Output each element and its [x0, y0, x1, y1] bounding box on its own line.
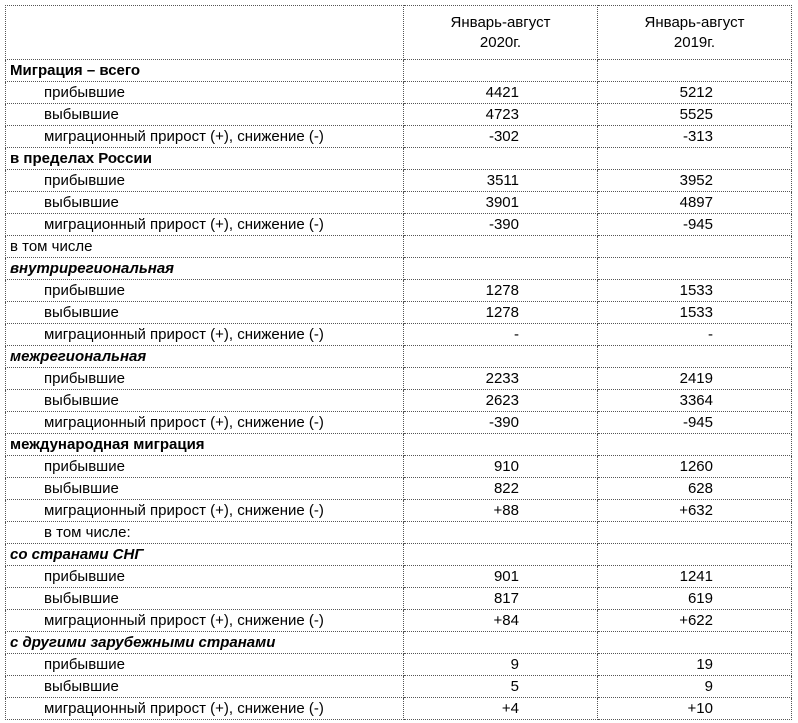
value-2020: 1278: [404, 302, 598, 324]
row-label: прибывшие: [6, 456, 404, 478]
value-2019: -945: [598, 412, 792, 434]
row-label: миграционный прирост (+), снижение (-): [6, 324, 404, 346]
migration-table: [5, 5, 792, 720]
value-2019: 1260: [598, 456, 792, 478]
value-2020: 3511: [404, 170, 598, 192]
row-label: межрегиональная: [6, 346, 404, 368]
value-2019: [598, 522, 792, 544]
value-2020: +84: [404, 610, 598, 632]
value-2019: +622: [598, 610, 792, 632]
table-row: [6, 654, 792, 676]
table-row: [6, 192, 792, 214]
row-label: выбывшие: [6, 390, 404, 412]
value-2019: 19: [598, 654, 792, 676]
header-2020-line2: 2020г.: [479, 33, 522, 51]
value-2019: [598, 148, 792, 170]
value-2019: [598, 346, 792, 368]
row-label: выбывшие: [6, 104, 404, 126]
row-label: прибывшие: [6, 566, 404, 588]
row-label: Миграция – всего: [6, 60, 404, 82]
row-label: миграционный прирост (+), снижение (-): [6, 698, 404, 720]
value-2020: [404, 434, 598, 456]
value-2019: -313: [598, 126, 792, 148]
table-row: [6, 522, 792, 544]
row-label: выбывшие: [6, 192, 404, 214]
table-row: [6, 676, 792, 698]
header-2019: [598, 6, 792, 60]
value-2020: [404, 544, 598, 566]
value-2019: -945: [598, 214, 792, 236]
table-row: [6, 610, 792, 632]
row-label: выбывшие: [6, 478, 404, 500]
row-label: международная миграция: [6, 434, 404, 456]
header-empty-cell: [6, 6, 404, 60]
header-2019-line2: 2019г.: [673, 33, 716, 51]
value-2019: 9: [598, 676, 792, 698]
row-label: миграционный прирост (+), снижение (-): [6, 610, 404, 632]
row-label: миграционный прирост (+), снижение (-): [6, 412, 404, 434]
value-2020: 5: [404, 676, 598, 698]
table-row: [6, 104, 792, 126]
value-2020: [404, 148, 598, 170]
value-2019: 5525: [598, 104, 792, 126]
table-row: [6, 566, 792, 588]
value-2019: [598, 434, 792, 456]
row-label: прибывшие: [6, 82, 404, 104]
row-label: прибывшие: [6, 654, 404, 676]
table-row: [6, 170, 792, 192]
row-label: со странами СНГ: [6, 544, 404, 566]
value-2020: 4723: [404, 104, 598, 126]
value-2020: 3901: [404, 192, 598, 214]
value-2020: 1278: [404, 280, 598, 302]
row-label: выбывшие: [6, 588, 404, 610]
table-row: [6, 302, 792, 324]
table-row: [6, 60, 792, 82]
header-row: [6, 6, 792, 60]
value-2020: [404, 346, 598, 368]
value-2020: 9: [404, 654, 598, 676]
value-2020: 2233: [404, 368, 598, 390]
value-2019: +10: [598, 698, 792, 720]
table-row: [6, 434, 792, 456]
row-label: внутрирегиональная: [6, 258, 404, 280]
row-label: миграционный прирост (+), снижение (-): [6, 500, 404, 522]
value-2020: [404, 522, 598, 544]
table-row: [6, 456, 792, 478]
row-label: в пределах России: [6, 148, 404, 170]
table-row: [6, 214, 792, 236]
table-row: [6, 258, 792, 280]
value-2019: 1241: [598, 566, 792, 588]
table-row: [6, 324, 792, 346]
row-label: миграционный прирост (+), снижение (-): [6, 126, 404, 148]
value-2019: [598, 236, 792, 258]
value-2019: [598, 632, 792, 654]
header-2019-line1: Январь-август: [644, 13, 745, 31]
table-row: [6, 588, 792, 610]
table-row: [6, 368, 792, 390]
table-row: [6, 82, 792, 104]
row-label: выбывшие: [6, 676, 404, 698]
table-row: [6, 412, 792, 434]
value-2019: [598, 258, 792, 280]
value-2019: -: [598, 324, 792, 346]
value-2020: [404, 60, 598, 82]
row-label: миграционный прирост (+), снижение (-): [6, 214, 404, 236]
table-row: [6, 390, 792, 412]
row-label: выбывшие: [6, 302, 404, 324]
row-label: прибывшие: [6, 368, 404, 390]
value-2019: 1533: [598, 302, 792, 324]
value-2019: 3364: [598, 390, 792, 412]
value-2020: +88: [404, 500, 598, 522]
value-2019: 628: [598, 478, 792, 500]
value-2019: 2419: [598, 368, 792, 390]
value-2019: 5212: [598, 82, 792, 104]
value-2020: -390: [404, 412, 598, 434]
table-row: [6, 346, 792, 368]
table-row: [6, 126, 792, 148]
value-2020: -390: [404, 214, 598, 236]
value-2019: 1533: [598, 280, 792, 302]
header-2020-line1: Январь-август: [450, 13, 551, 31]
header-2020: [404, 6, 598, 60]
value-2019: 3952: [598, 170, 792, 192]
value-2020: 901: [404, 566, 598, 588]
value-2020: [404, 258, 598, 280]
table-body: [6, 60, 792, 720]
table-row: [6, 698, 792, 720]
value-2020: 910: [404, 456, 598, 478]
row-label: с другими зарубежными странами: [6, 632, 404, 654]
value-2020: [404, 236, 598, 258]
value-2020: [404, 632, 598, 654]
value-2020: 4421: [404, 82, 598, 104]
table-row: [6, 500, 792, 522]
row-label: в том числе:: [6, 522, 404, 544]
row-label: прибывшие: [6, 170, 404, 192]
table-row: [6, 236, 792, 258]
row-label: в том числе: [6, 236, 404, 258]
value-2020: 822: [404, 478, 598, 500]
table-row: [6, 544, 792, 566]
row-label: прибывшие: [6, 280, 404, 302]
value-2020: -302: [404, 126, 598, 148]
value-2019: 619: [598, 588, 792, 610]
table-row: [6, 280, 792, 302]
table-row: [6, 148, 792, 170]
value-2019: +632: [598, 500, 792, 522]
value-2020: 2623: [404, 390, 598, 412]
value-2019: [598, 60, 792, 82]
value-2020: 817: [404, 588, 598, 610]
value-2020: -: [404, 324, 598, 346]
table-row: [6, 478, 792, 500]
value-2020: +4: [404, 698, 598, 720]
value-2019: 4897: [598, 192, 792, 214]
table-row: [6, 632, 792, 654]
value-2019: [598, 544, 792, 566]
